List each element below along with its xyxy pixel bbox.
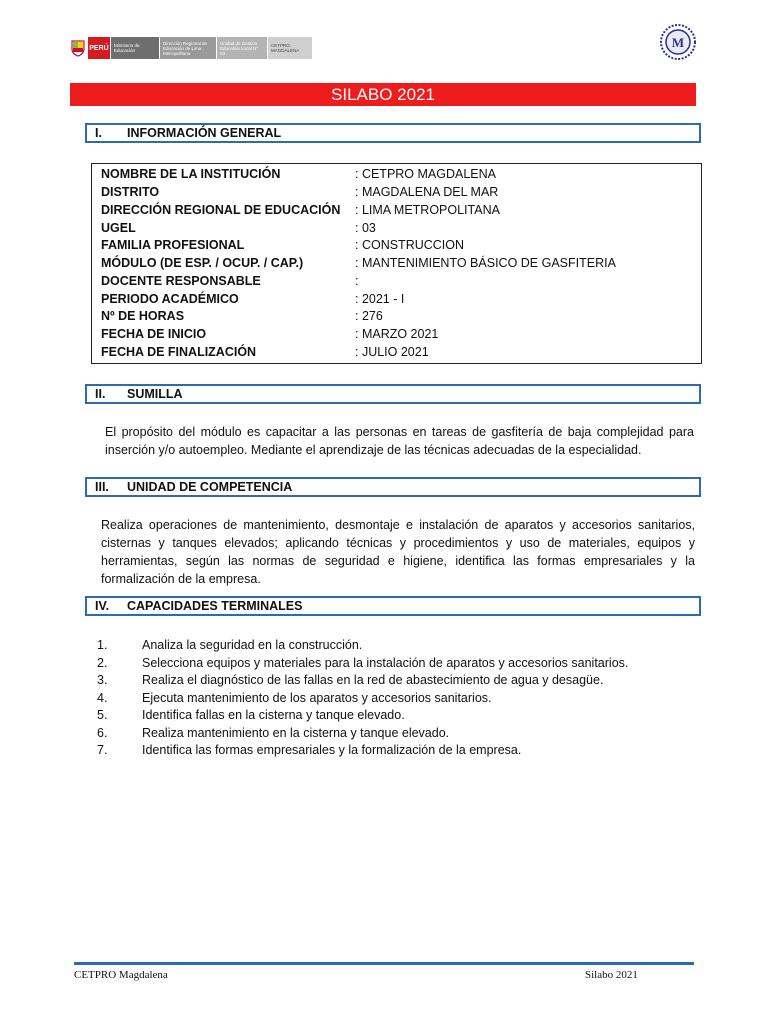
ugel-logo: Unidad de Gestión Educativa Local N° 03 [216, 37, 267, 59]
peru-shield-icon [68, 37, 88, 59]
info-value: : MAGDALENA DEL MAR [355, 185, 499, 199]
section-number: III. [95, 480, 109, 494]
section-header-competencia [85, 477, 701, 497]
page-title: SILABO 2021 [70, 83, 696, 106]
ministry-logo: Ministerio de Educación [110, 37, 159, 59]
info-label: FECHA DE INICIO [101, 327, 207, 341]
footer-divider [74, 962, 694, 965]
section-number: IV. [95, 599, 110, 613]
footer-right: Silabo 2021 [585, 969, 638, 981]
sumilla-text: El propósito del módulo es capacitar a las personas en tareas de gasfitería de baja complejidad para inserción y/o autoempleo. Mediante el aprendizaje de las técnicas adecuadas de la especialidad. [105, 425, 694, 457]
info-value: : JULIO 2021 [355, 345, 429, 359]
institution-logos [68, 37, 312, 59]
info-label: DISTRITO [101, 185, 160, 199]
section-title: SUMILLA [127, 387, 183, 401]
info-value: : 03 [355, 221, 376, 235]
section-header-sumilla [85, 384, 701, 404]
section-title: INFORMACIÓN GENERAL [127, 126, 282, 140]
dre-logo: Dirección Regional de Educación de Lima Metropolitana [159, 37, 216, 59]
info-table [91, 163, 702, 364]
info-value: : MANTENIMIENTO BÁSICO DE GASFITERIA [355, 256, 616, 270]
svg-text:M: M [671, 35, 685, 50]
info-label: NOMBRE DE LA INSTITUCIÓN [101, 167, 281, 181]
cetpro-logo: CETPRO MAGDALENA [267, 37, 312, 59]
info-value: : CONSTRUCCION [355, 238, 465, 252]
info-value: : CETPRO MAGDALENA [355, 167, 496, 181]
info-label: UGEL [101, 221, 136, 235]
info-value: : [355, 274, 359, 288]
info-label: PERIODO ACADÉMICO [101, 292, 239, 306]
info-label: DIRECCIÓN REGIONAL DE EDUCACIÓN [101, 203, 341, 217]
info-value: : MARZO 2021 [355, 327, 439, 341]
section-number: II. [95, 387, 106, 401]
section-number: I. [95, 126, 102, 140]
section-header-capacidades [85, 596, 701, 616]
peru-logo: PERÚ [88, 37, 110, 59]
footer-left: CETPRO Magdalena [74, 969, 168, 981]
info-label: FECHA DE FINALIZACIÓN [101, 345, 257, 359]
info-label: FAMILIA PROFESIONAL [101, 238, 245, 252]
competencia-text: Realiza operaciones de mantenimiento, desmontaje e instalación de aparatos y accesorios sanitarios, cisternas y tanques elevados; aplicando técnicas y procedimientos y uso de materiales, equipos y herramientas, según las normas de seguridad e higiene, identifica las formas empresariales y la formalización de la empresa. [101, 518, 695, 586]
info-label: DOCENTE RESPONSABLE [101, 274, 261, 288]
info-label: Nº DE HORAS [101, 309, 185, 323]
info-value: : LIMA METROPOLITANA [355, 203, 500, 217]
section-title: CAPACIDADES TERMINALES [127, 599, 303, 613]
info-value: : 2021 - I [355, 292, 405, 306]
info-value: : 276 [355, 309, 383, 323]
section-title: UNIDAD DE COMPETENCIA [127, 480, 293, 494]
cetpro-seal-icon [660, 24, 696, 60]
info-label: MÓDULO (DE ESP. / OCUP. / CAP.) [101, 256, 304, 270]
section-header-informacion [85, 123, 701, 143]
